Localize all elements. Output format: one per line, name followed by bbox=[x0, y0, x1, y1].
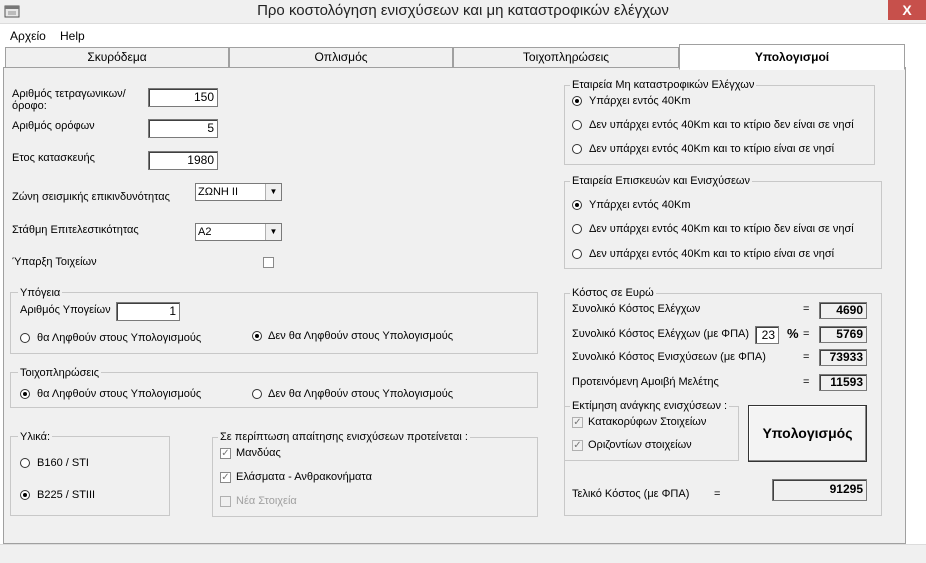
equals-sign: = bbox=[803, 328, 810, 340]
walls-exist-label: Ύπαρξη Τοιχείων bbox=[12, 256, 97, 268]
study-fee-label: Προτεινόμενη Αμοιβή Μελέτης bbox=[572, 376, 719, 388]
tab-reinforcement[interactable]: Οπλισμός bbox=[229, 47, 453, 67]
infill-exclude-radio[interactable] bbox=[252, 389, 262, 399]
basement-include-radio[interactable] bbox=[20, 333, 30, 343]
reinforce-suggest-title: Σε περίπτωση απαίτησης ενισχύσεων προτείνεται : bbox=[220, 431, 468, 443]
performance-select[interactable] bbox=[195, 223, 282, 241]
infill-group-title: Τοιχοπληρώσεις bbox=[20, 367, 100, 379]
ndt-within-label: Υπάρχει εντός 40Km bbox=[589, 95, 691, 107]
ndt-island-label: Δεν υπάρχει εντός 40Km και το κτίριο είναι σε νησί bbox=[589, 143, 835, 155]
material-b160-label: B160 / STI bbox=[37, 457, 89, 469]
tab-concrete[interactable]: Σκυρόδεμα bbox=[5, 47, 229, 67]
ndt-total-label: Συνολικό Κόστος Ελέγχων bbox=[572, 303, 701, 315]
repair-not-island-label: Δεν υπάρχει εντός 40Km και το κτίριο δεν είναι σε νησί bbox=[589, 223, 854, 235]
final-cost-label: Τελικό Κόστος (με ΦΠΑ) bbox=[572, 488, 690, 500]
infill-include-label: θα Ληφθούν στους Υπολογισμούς bbox=[37, 388, 202, 400]
equals-sign: = bbox=[803, 376, 810, 388]
assess-vertical-label: Κατακορύφων Στοιχείων bbox=[588, 416, 707, 428]
ndt-not-island-radio[interactable] bbox=[572, 120, 582, 130]
material-b225-label: B225 / STIII bbox=[37, 489, 96, 501]
equals-sign: = bbox=[714, 488, 721, 500]
materials-group-title: Υλικά: bbox=[20, 431, 51, 443]
seismic-zone-label: Ζώνη σεισμικής επικινδυνότητας bbox=[12, 191, 170, 203]
repair-not-island-radio[interactable] bbox=[572, 224, 582, 234]
infill-exclude-label: Δεν θα Ληφθούν στους Υπολογισμούς bbox=[268, 388, 454, 400]
year-label: Ετος κατασκευής bbox=[12, 152, 95, 164]
assess-horizontal-label: Οριζοντίων στοιχείων bbox=[588, 439, 692, 451]
close-button[interactable]: X bbox=[888, 0, 926, 20]
assess-horizontal-checkbox: ✓ bbox=[573, 440, 582, 451]
ndt-within-radio[interactable] bbox=[572, 96, 582, 106]
ndt-not-island-label: Δεν υπάρχει εντός 40Km και το κτίριο δεν είναι σε νησί bbox=[589, 119, 854, 131]
basement-count-input[interactable]: 1 bbox=[116, 302, 180, 321]
tab-calculations[interactable]: Υπολογισμοί bbox=[679, 44, 905, 70]
ndt-island-radio[interactable] bbox=[572, 144, 582, 154]
equals-sign: = bbox=[803, 351, 810, 363]
assess-vertical-checkbox: ✓ bbox=[573, 417, 582, 428]
floors-label: Αριθμός ορόφων bbox=[12, 120, 95, 132]
equals-sign: = bbox=[803, 303, 810, 315]
repair-within-label: Υπάρχει εντός 40Km bbox=[589, 199, 691, 211]
new-elements-label: Νέα Στοιχεία bbox=[236, 495, 297, 507]
percent-sign: % bbox=[787, 326, 799, 341]
basement-exclude-radio[interactable] bbox=[252, 331, 262, 341]
performance-value: Α2 bbox=[198, 226, 212, 238]
menu-file[interactable]: Αρχείο bbox=[10, 29, 46, 43]
status-bar bbox=[0, 544, 926, 563]
seismic-zone-value: ΖΩΝΗ ΙΙ bbox=[198, 186, 238, 198]
ndt-vat-output: 5769 bbox=[819, 326, 867, 343]
tab-infill[interactable]: Τοιχοπληρώσεις bbox=[453, 47, 679, 67]
carbon-fiber-checkbox[interactable]: ✓ bbox=[221, 472, 230, 483]
performance-label: Στάθμη Επιτελεστικότητας bbox=[12, 224, 139, 236]
repair-island-label: Δεν υπάρχει εντός 40Km και το κτίριο είναι σε νησί bbox=[589, 248, 835, 260]
assessment-title: Εκτίμηση ανάγκης ενισχύσεων : bbox=[572, 400, 728, 412]
basement-group-title: Υπόγεια bbox=[20, 287, 61, 299]
repair-island-radio[interactable] bbox=[572, 249, 582, 259]
final-cost-output: 91295 bbox=[772, 479, 867, 501]
repair-within-radio[interactable] bbox=[572, 200, 582, 210]
ndt-company-title: Εταιρεία Μη καταστροφικών Ελέγχων bbox=[572, 79, 755, 91]
walls-exist-checkbox[interactable] bbox=[263, 257, 274, 268]
seismic-zone-select[interactable] bbox=[195, 183, 282, 201]
carbon-fiber-label: Ελάσματα - Ανθρακονήματα bbox=[236, 471, 372, 483]
material-b225-radio[interactable] bbox=[20, 490, 30, 500]
material-b160-radio[interactable] bbox=[20, 458, 30, 468]
chevron-down-icon[interactable]: ▼ bbox=[265, 224, 281, 240]
floors-input[interactable]: 5 bbox=[148, 119, 218, 138]
repair-company-title: Εταιρεία Επισκευών και Ενισχύσεων bbox=[572, 175, 750, 187]
basement-exclude-label: Δεν θα Ληφθούν στους Υπολογισμούς bbox=[268, 330, 454, 342]
reinforcement-vat-label: Συνολικό Κόστος Ενισχύσεων (με ΦΠΑ) bbox=[572, 351, 766, 363]
cost-group-title: Κόστος σε Ευρώ bbox=[572, 287, 654, 299]
sqm-input[interactable]: 150 bbox=[148, 88, 218, 107]
calculate-button[interactable]: Υπολογισμός bbox=[748, 405, 867, 462]
jacket-label: Μανδύας bbox=[236, 447, 281, 459]
assessment-group bbox=[564, 406, 739, 461]
infill-include-radio[interactable] bbox=[20, 389, 30, 399]
chevron-down-icon[interactable]: ▼ bbox=[265, 184, 281, 200]
study-fee-output: 11593 bbox=[819, 374, 867, 391]
basement-include-label: θα Ληφθούν στους Υπολογισμούς bbox=[37, 332, 202, 344]
materials-group bbox=[10, 436, 170, 516]
basement-group bbox=[10, 292, 538, 354]
year-input[interactable]: 1980 bbox=[148, 151, 218, 170]
ndt-vat-label: Συνολικό Κόστος Ελέγχων (με ΦΠΑ) bbox=[572, 328, 750, 340]
menu-help[interactable]: Help bbox=[60, 29, 85, 43]
vat-percent-input[interactable]: 23 bbox=[755, 326, 779, 344]
ndt-total-output: 4690 bbox=[819, 302, 867, 319]
reinforcement-vat-output: 73933 bbox=[819, 349, 867, 366]
new-elements-checkbox bbox=[220, 496, 231, 507]
jacket-checkbox[interactable]: ✓ bbox=[221, 448, 230, 459]
basement-count-label: Αριθμός Υπογείων bbox=[20, 304, 111, 316]
sqm-label: Αριθμός τετραγωνικων/όροφο: bbox=[12, 88, 126, 112]
window-title: Προ κοστολόγηση ενισχύσεων και μη καταστροφικών ελέγχων bbox=[257, 2, 669, 19]
